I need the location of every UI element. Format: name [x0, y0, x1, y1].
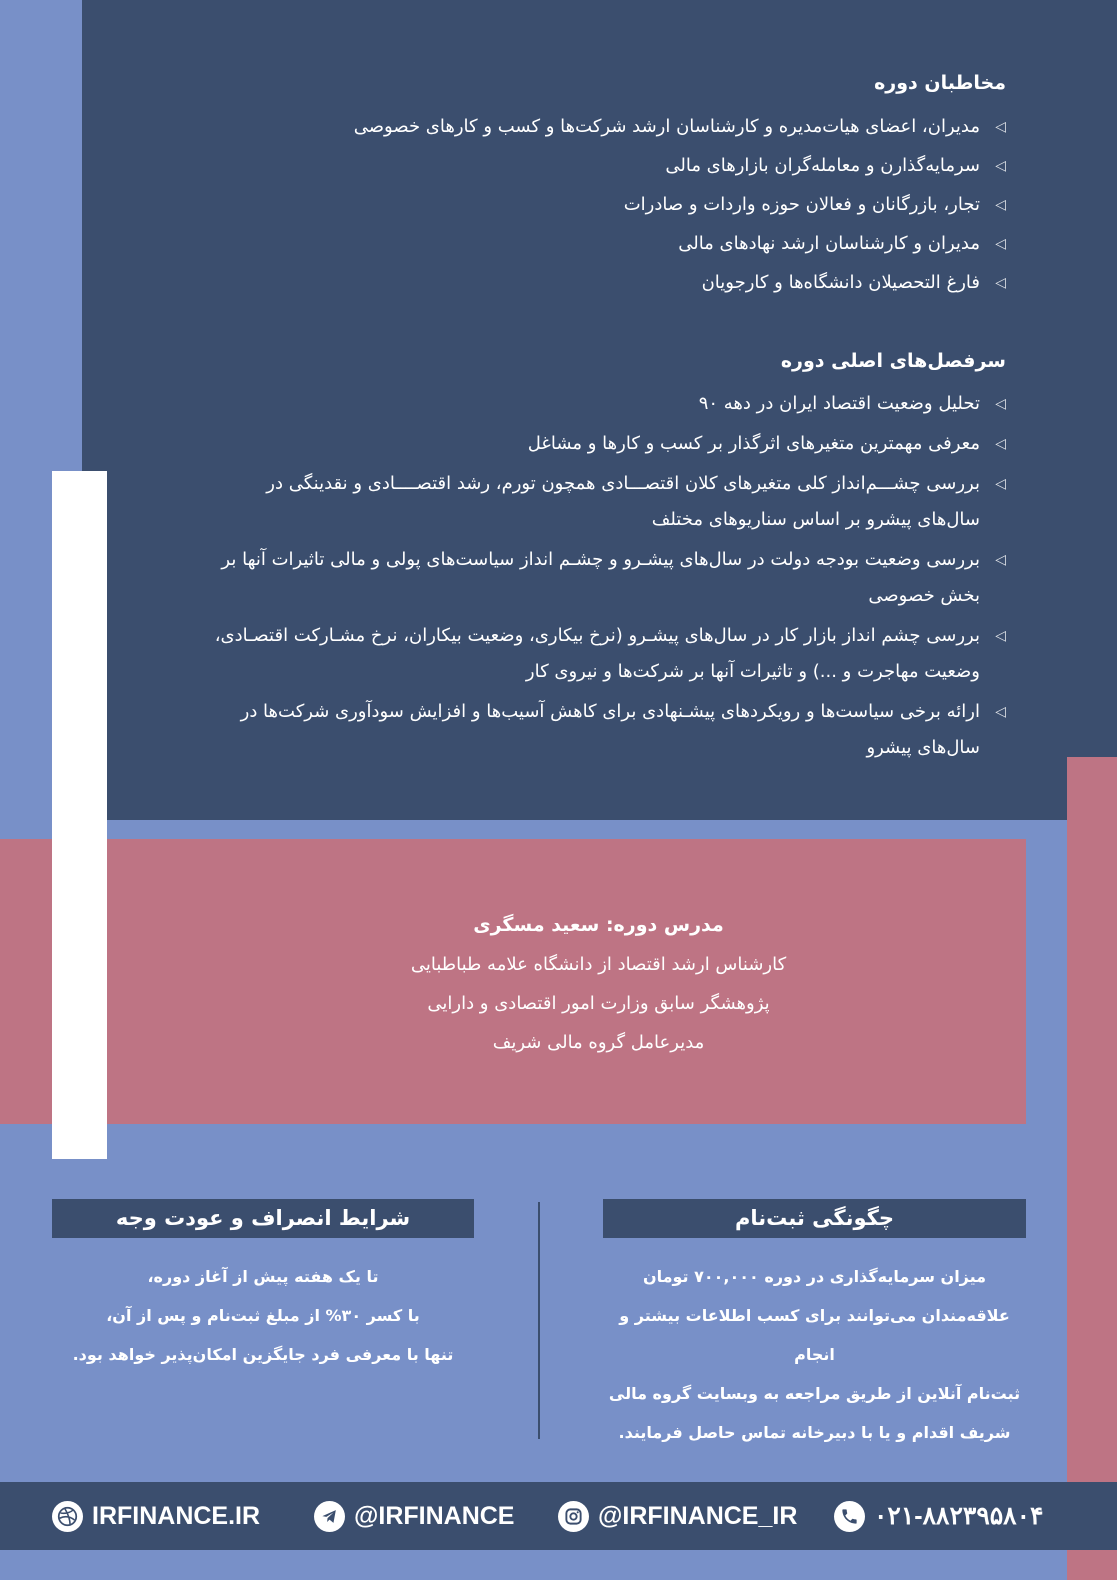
- telegram-link[interactable]: [314, 1482, 515, 1550]
- bullet-arrow-icon: ◁: [995, 552, 1006, 568]
- registration-heading: چگونگی ثبت‌نام: [603, 1199, 1026, 1238]
- telegram-handle: @IRFINANCE: [354, 1501, 515, 1530]
- instructor-credential: مدیرعامل گروه مالی شریف: [492, 1032, 705, 1053]
- contact-footer: [0, 1482, 1117, 1550]
- bullet-arrow-icon: ◁: [995, 476, 1006, 492]
- list-item: ◁ بررسی چشـــم‌انداز کلی متغیرهای کلان اقتصـــادی همچون تورم، رشد اقتصــــادی و نقدینگی در سال‌های پیشرو بر اساس سناریوهای مختلف: [206, 466, 1006, 538]
- list-item: ◁ تحلیل وضعیت اقتصاد ایران در دهه ۹۰: [206, 386, 1006, 422]
- list-item: ◁ فارغ التحصیلان دانشگاه‌ها و کارجویان: [246, 264, 1006, 302]
- instagram-handle: @IRFINANCE_IR: [598, 1501, 798, 1530]
- topics-list: [206, 386, 1006, 766]
- topics-heading: سرفصل‌های اصلی دوره: [780, 350, 1006, 372]
- refund-line: با کسر ۳۰% از مبلغ ثبت‌نام و پس از آن،: [106, 1306, 420, 1325]
- instructor-credential: پژوهشگر سابق وزارت امور اقتصادی و دارایی: [427, 993, 770, 1014]
- instagram-icon: [558, 1501, 589, 1532]
- list-item: ◁ بررسی چشم انداز بازار کار در سال‌های پیشـرو (نرخ بیکاری، وضعیت بیکاران، نرخ مشـارکت اقتصـادی، وضعیت مهاجرت و ...) و تاثیرات آنها بر شرکت‌ها و نیروی کار: [206, 618, 1006, 690]
- refund-heading: شرایط انصراف و عودت وجه: [52, 1199, 474, 1238]
- instructor-credential: کارشناس ارشد اقتصاد از دانشگاه علامه طباطبایی: [410, 954, 787, 975]
- rose-side-strip: [1067, 757, 1117, 1580]
- phone-number: ۰۲۱-۸۸۲۳۹۵۸۰۴: [874, 1502, 1044, 1530]
- refund-body: [52, 1257, 474, 1374]
- instagram-link[interactable]: [558, 1482, 797, 1550]
- list-item: ◁ بررسی وضعیت بودجه دولت در سال‌های پیشـرو و چشـم انداز سیاست‌های پولی و مالی تاثیرات آنها بر بخش خصوصی: [206, 542, 1006, 614]
- column-divider: [538, 1202, 540, 1439]
- bullet-arrow-icon: ◁: [995, 119, 1006, 135]
- bullet-arrow-icon: ◁: [995, 396, 1006, 412]
- bullet-arrow-icon: ◁: [995, 197, 1006, 213]
- list-item: ◁ سرمایه‌گذارن و معامله‌گران بازارهای مالی: [246, 147, 1006, 185]
- registration-line: میزان سرمایه‌گذاری در دوره ۷۰۰,۰۰۰ تومان: [642, 1267, 987, 1286]
- bullet-arrow-icon: ◁: [995, 236, 1006, 252]
- audience-heading: مخاطبان دوره: [874, 72, 1006, 94]
- phone-icon: [834, 1501, 865, 1532]
- bullet-arrow-icon: ◁: [995, 436, 1006, 452]
- website-text: IRFINANCE.IR: [92, 1501, 261, 1530]
- list-item: ◁ معرفی مهمترین متغیرهای اثرگذار بر کسب و کارها و مشاغل: [206, 426, 1006, 462]
- list-item: ◁ مدیران و کارشناسان ارشد نهادهای مالی: [246, 225, 1006, 263]
- bullet-arrow-icon: ◁: [995, 158, 1006, 174]
- audience-section: [246, 72, 1006, 303]
- bullet-arrow-icon: ◁: [995, 275, 1006, 291]
- audience-list: [246, 108, 1006, 302]
- registration-line: ثبت‌نام آنلاین از طریق مراجعه به وبسایت گروه مالی: [608, 1384, 1021, 1403]
- registration-line: شریف اقدام و یا با دبیرخانه تماس حاصل فرمایند.: [618, 1423, 1011, 1442]
- refund-line: تنها با معرفی فرد جایگزین امکان‌پذیر خواهد بود.: [72, 1345, 454, 1364]
- list-item: ◁ مدیران، اعضای هیات‌مدیره و کارشناسان ارشد شرکت‌ها و کسب و کارهای خصوصی: [246, 108, 1006, 146]
- refund-line: تا یک هفته پیش از آغاز دوره،: [147, 1267, 379, 1286]
- instructor-section: [0, 905, 1117, 1062]
- list-item: ◁ تجار، بازرگانان و فعالان حوزه واردات و صادرات: [246, 186, 1006, 224]
- list-item: ◁ ارائه برخی سیاست‌ها و رویکردهای پیشـنهادی برای کاهش آسیب‌ها و افزایش سودآوری شرکت‌ها در سال‌های پیشرو: [206, 694, 1006, 766]
- bullet-arrow-icon: ◁: [995, 628, 1006, 644]
- registration-line: علاقه‌مندان می‌توانند برای کسب اطلاعات بیشتر و انجام: [619, 1306, 1010, 1364]
- bullet-arrow-icon: ◁: [995, 704, 1006, 720]
- website-link[interactable]: [52, 1482, 260, 1550]
- registration-body: [603, 1257, 1026, 1452]
- topics-section: [206, 350, 1006, 770]
- instructor-name: مدرس دوره: سعید مسگری: [473, 914, 724, 936]
- telegram-icon: [314, 1501, 345, 1532]
- phone-link[interactable]: [834, 1482, 1043, 1550]
- dribbble-globe-icon: [52, 1501, 83, 1532]
